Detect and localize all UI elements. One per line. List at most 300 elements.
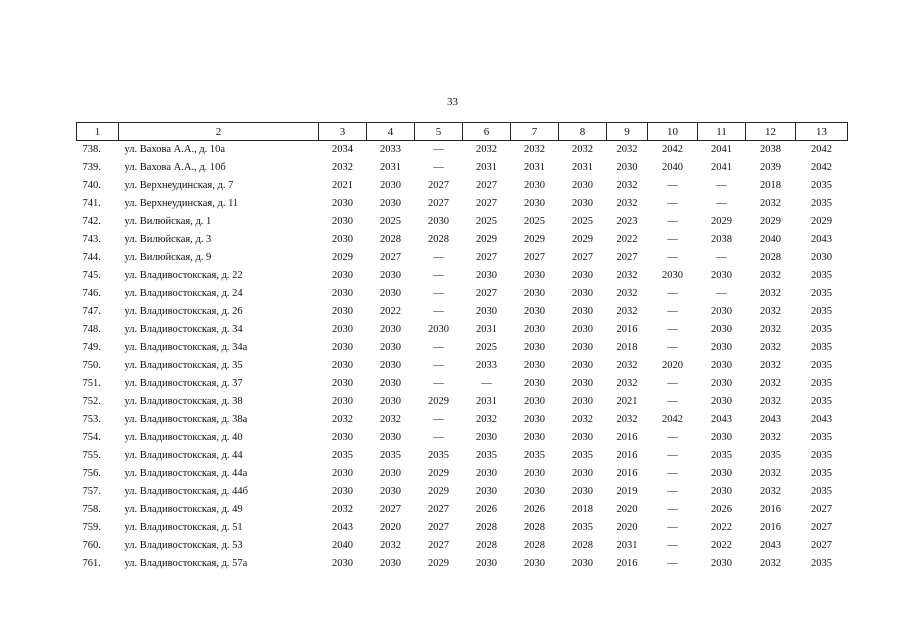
column-header: 8	[559, 123, 607, 141]
year-cell: 2030	[380, 486, 401, 497]
year-cell: 2027	[428, 180, 449, 191]
year-cell: 2032	[616, 198, 638, 209]
year-cell: 2020	[616, 522, 638, 533]
year-cell: 2030	[711, 396, 732, 407]
year-cell: 2030	[572, 270, 593, 281]
year-cell: 2035	[572, 522, 593, 533]
year-cell: 2032	[760, 324, 781, 335]
page-number: 33	[447, 96, 458, 108]
table-row	[77, 303, 848, 321]
year-cell: 2025	[476, 216, 497, 227]
address-cell: ул. Владивостокская, д. 38а	[124, 414, 248, 425]
year-cell: —	[716, 252, 727, 263]
row-number: 741.	[82, 198, 101, 209]
year-cell: 2030	[380, 468, 401, 479]
year-cell: —	[667, 252, 678, 263]
year-cell: —	[667, 342, 678, 353]
year-cell: —	[433, 414, 444, 425]
year-cell: 2030	[711, 360, 732, 371]
year-cell: 2032	[572, 414, 593, 425]
column-header: 7	[511, 123, 559, 141]
year-cell: 2035	[476, 450, 497, 461]
row-number: 752.	[82, 396, 101, 407]
year-cell: 2027	[428, 504, 449, 515]
year-cell: 2035	[380, 450, 401, 461]
row-number: 739.	[82, 162, 101, 173]
table-row	[77, 411, 848, 429]
table-row	[77, 267, 848, 285]
table-row	[77, 195, 848, 213]
year-cell: 2028	[428, 234, 449, 245]
year-cell: 2027	[616, 252, 638, 263]
year-cell: 2027	[476, 198, 497, 209]
year-cell: 2032	[616, 378, 638, 389]
year-cell: 2028	[524, 540, 545, 551]
year-cell: 2025	[476, 342, 497, 353]
year-cell: 2027	[572, 252, 593, 263]
table-row	[77, 249, 848, 267]
year-cell: 2020	[616, 504, 638, 515]
year-cell: 2030	[524, 306, 545, 317]
year-cell: 2032	[760, 486, 781, 497]
row-number: 756.	[82, 468, 101, 479]
year-cell: 2030	[380, 270, 401, 281]
year-cell: 2034	[332, 144, 353, 155]
year-cell: 2030	[524, 288, 545, 299]
year-cell: 2043	[760, 414, 781, 425]
year-cell: 2032	[380, 414, 401, 425]
year-cell: 2030	[476, 270, 497, 281]
year-cell: 2030	[332, 558, 353, 569]
year-cell: 2027	[428, 522, 449, 533]
year-cell: 2035	[811, 342, 832, 353]
table-row	[77, 393, 848, 411]
year-cell: 2023	[616, 216, 638, 227]
address-cell: ул. Вилюйская, д. 9	[124, 252, 212, 263]
year-cell: 2027	[380, 504, 401, 515]
year-cell: 2030	[711, 378, 732, 389]
year-cell: 2039	[760, 162, 781, 173]
column-header: 13	[796, 123, 848, 141]
row-number: 744.	[82, 252, 101, 263]
row-number: 750.	[82, 360, 101, 371]
year-cell: 2030	[524, 432, 545, 443]
year-cell: —	[667, 432, 678, 443]
table-row	[77, 555, 848, 573]
column-header: 12	[746, 123, 796, 141]
year-cell: 2041	[711, 162, 732, 173]
year-cell: 2030	[572, 558, 593, 569]
year-cell: 2027	[524, 252, 545, 263]
year-cell: 2033	[476, 360, 497, 371]
year-cell: 2031	[476, 162, 497, 173]
year-cell: 2030	[524, 486, 545, 497]
year-cell: 2027	[811, 540, 832, 551]
year-cell: 2038	[711, 234, 732, 245]
year-cell: 2030	[616, 162, 638, 173]
year-cell: 2030	[380, 432, 401, 443]
year-cell: 2018	[616, 342, 638, 353]
year-cell: 2032	[476, 414, 497, 425]
column-header: 2	[119, 123, 319, 141]
row-number: 743.	[82, 234, 101, 245]
table-row	[77, 321, 848, 339]
year-cell: 2029	[428, 468, 449, 479]
year-cell: 2020	[662, 360, 683, 371]
year-cell: 2032	[616, 180, 638, 191]
year-cell: 2022	[711, 540, 732, 551]
year-cell: 2030	[524, 180, 545, 191]
year-cell: 2027	[428, 540, 449, 551]
row-number: 761.	[82, 558, 101, 569]
year-cell: 2030	[332, 198, 353, 209]
year-cell: 2025	[572, 216, 593, 227]
year-cell: 2022	[711, 522, 732, 533]
year-cell: 2030	[524, 360, 545, 371]
address-cell: ул. Владивостокская, д. 44а	[124, 468, 248, 479]
year-cell: 2030	[711, 558, 732, 569]
year-cell: 2030	[332, 432, 353, 443]
year-cell: 2040	[332, 540, 353, 551]
year-cell: —	[667, 396, 678, 407]
year-cell: 2030	[711, 468, 732, 479]
year-cell: 2030	[332, 360, 353, 371]
year-cell: 2030	[380, 180, 401, 191]
year-cell: 2032	[760, 432, 781, 443]
year-cell: 2030	[524, 324, 545, 335]
year-cell: 2030	[662, 270, 683, 281]
table-row	[77, 519, 848, 537]
column-header: 11	[698, 123, 746, 141]
year-cell: 2041	[711, 144, 732, 155]
year-cell: 2030	[524, 378, 545, 389]
year-cell: 2027	[476, 288, 497, 299]
year-cell: —	[667, 504, 678, 515]
year-cell: 2028	[572, 540, 593, 551]
year-cell: 2035	[711, 450, 732, 461]
year-cell: —	[433, 306, 444, 317]
year-cell: 2021	[616, 396, 638, 407]
year-cell: —	[667, 540, 678, 551]
year-cell: 2035	[811, 324, 832, 335]
table-row	[77, 537, 848, 555]
year-cell: 2035	[811, 288, 832, 299]
year-cell: —	[667, 468, 678, 479]
year-cell: 2028	[380, 234, 401, 245]
row-number: 759.	[82, 522, 101, 533]
address-cell: ул. Владивостокская, д. 24	[124, 288, 243, 299]
year-cell: 2030	[332, 306, 353, 317]
year-cell: 2019	[616, 486, 638, 497]
year-cell: 2027	[811, 504, 832, 515]
year-cell: 2030	[332, 234, 353, 245]
year-cell: 2032	[760, 378, 781, 389]
table-row	[77, 285, 848, 303]
table-row	[77, 375, 848, 393]
year-cell: 2027	[428, 198, 449, 209]
row-number: 748.	[82, 324, 101, 335]
table-row	[77, 231, 848, 249]
year-cell: 2030	[711, 432, 732, 443]
address-cell: ул. Владивостокская, д. 35	[124, 360, 243, 371]
year-cell: 2018	[760, 180, 781, 191]
row-number: 757.	[82, 486, 101, 497]
address-cell: ул. Верхнеудинская, д. 11	[124, 198, 239, 209]
address-cell: ул. Владивостокская, д. 40	[124, 432, 243, 443]
year-cell: 2030	[572, 360, 593, 371]
table-row	[77, 501, 848, 519]
year-cell: 2031	[572, 162, 593, 173]
year-cell: —	[667, 234, 678, 245]
year-cell: —	[433, 378, 444, 389]
year-cell: 2030	[572, 288, 593, 299]
year-cell: 2030	[332, 396, 353, 407]
year-cell: 2030	[380, 288, 401, 299]
year-cell: 2026	[476, 504, 497, 515]
year-cell: 2032	[332, 162, 353, 173]
year-cell: 2031	[524, 162, 545, 173]
address-cell: ул. Вилюйская, д. 3	[124, 234, 212, 245]
year-cell: 2029	[428, 396, 449, 407]
address-cell: ул. Владивостокская, д. 22	[124, 270, 243, 281]
year-cell: 2030	[332, 342, 353, 353]
year-cell: 2028	[524, 522, 545, 533]
year-cell: 2027	[476, 180, 497, 191]
year-cell: 2030	[711, 342, 732, 353]
year-cell: 2030	[572, 324, 593, 335]
table-row	[77, 429, 848, 447]
column-header: 10	[648, 123, 698, 141]
table-row	[77, 357, 848, 375]
year-cell: 2029	[476, 234, 497, 245]
row-number: 738.	[82, 144, 101, 155]
year-cell: 2030	[332, 324, 353, 335]
year-cell: 2032	[760, 396, 781, 407]
year-cell: 2030	[476, 558, 497, 569]
year-cell: 2032	[760, 270, 781, 281]
year-cell: 2032	[616, 360, 638, 371]
year-cell: 2032	[332, 504, 353, 515]
column-header: 1	[77, 123, 119, 141]
column-header: 6	[463, 123, 511, 141]
row-number: 745.	[82, 270, 101, 281]
address-cell: ул. Владивостокская, д. 49	[124, 504, 243, 515]
year-cell: 2030	[524, 468, 545, 479]
year-cell: 2030	[572, 180, 593, 191]
year-cell: 2032	[760, 468, 781, 479]
year-cell: 2028	[476, 540, 497, 551]
year-cell: 2030	[572, 486, 593, 497]
year-cell: 2030	[572, 468, 593, 479]
header-row	[77, 123, 848, 141]
year-cell: 2040	[760, 234, 781, 245]
year-cell: —	[667, 558, 678, 569]
year-cell: 2016	[616, 450, 638, 461]
year-cell: 2025	[380, 216, 401, 227]
year-cell: 2030	[524, 198, 545, 209]
row-number: 755.	[82, 450, 101, 461]
year-cell: 2033	[380, 144, 401, 155]
year-cell: 2029	[711, 216, 732, 227]
year-cell: 2030	[572, 306, 593, 317]
year-cell: 2030	[428, 324, 449, 335]
row-number: 746.	[82, 288, 101, 299]
table-row	[77, 213, 848, 231]
year-cell: 2032	[760, 342, 781, 353]
year-cell: 2028	[760, 252, 781, 263]
year-cell: 2035	[428, 450, 449, 461]
year-cell: —	[716, 288, 727, 299]
year-cell: 2030	[476, 486, 497, 497]
address-cell: ул. Вилюйская, д. 1	[124, 216, 212, 227]
address-cell: ул. Владивостокская, д. 34а	[124, 342, 248, 353]
year-cell: 2032	[380, 540, 401, 551]
year-cell: 2029	[760, 216, 781, 227]
year-cell: 2029	[572, 234, 593, 245]
year-cell: 2032	[476, 144, 497, 155]
year-cell: 2016	[616, 324, 638, 335]
year-cell: 2030	[524, 342, 545, 353]
year-cell: 2016	[760, 522, 781, 533]
column-header: 9	[607, 123, 648, 141]
year-cell: 2035	[332, 450, 353, 461]
row-number: 740.	[82, 180, 101, 191]
address-cell: ул. Владивостокская, д. 44б	[124, 486, 249, 497]
row-number: 754.	[82, 432, 101, 443]
table-row	[77, 141, 848, 160]
year-cell: 2022	[380, 306, 401, 317]
year-cell: 2035	[811, 396, 832, 407]
year-cell: 2030	[380, 378, 401, 389]
year-cell: —	[667, 288, 678, 299]
year-cell: 2030	[332, 270, 353, 281]
year-cell: —	[433, 162, 444, 173]
year-cell: 2032	[760, 198, 781, 209]
year-cell: 2035	[572, 450, 593, 461]
year-cell: 2030	[476, 468, 497, 479]
year-cell: 2027	[811, 522, 832, 533]
address-cell: ул. Вахова А.А., д. 10а	[124, 144, 226, 155]
address-cell: ул. Владивостокская, д. 44	[124, 450, 243, 461]
year-cell: 2029	[811, 216, 832, 227]
year-cell: 2029	[524, 234, 545, 245]
column-header: 3	[319, 123, 367, 141]
year-cell: 2030	[332, 216, 353, 227]
year-cell: 2030	[380, 198, 401, 209]
address-cell: ул. Владивостокская, д. 26	[124, 306, 243, 317]
year-cell: 2032	[616, 270, 638, 281]
year-cell: 2026	[711, 504, 732, 515]
year-cell: 2030	[380, 558, 401, 569]
year-cell: 2030	[380, 342, 401, 353]
table-body	[77, 141, 848, 574]
year-cell: —	[667, 198, 678, 209]
year-cell: 2030	[524, 414, 545, 425]
year-cell: —	[433, 270, 444, 281]
year-cell: —	[433, 252, 444, 263]
year-cell: 2025	[524, 216, 545, 227]
year-cell: 2027	[476, 252, 497, 263]
table-row	[77, 465, 848, 483]
row-number: 742.	[82, 216, 101, 227]
year-cell: 2030	[711, 270, 732, 281]
year-cell: 2030	[428, 216, 449, 227]
year-cell: 2030	[476, 432, 497, 443]
year-cell: 2030	[332, 468, 353, 479]
column-header: 4	[367, 123, 415, 141]
year-cell: 2032	[616, 414, 638, 425]
year-cell: —	[667, 450, 678, 461]
year-cell: —	[433, 288, 444, 299]
year-cell: 2030	[572, 378, 593, 389]
year-cell: 2032	[616, 288, 638, 299]
year-cell: 2016	[760, 504, 781, 515]
year-cell: 2021	[332, 180, 353, 191]
table-row	[77, 339, 848, 357]
year-cell: 2035	[760, 450, 781, 461]
address-cell: ул. Владивостокская, д. 57а	[124, 558, 248, 569]
year-cell: 2030	[380, 396, 401, 407]
year-cell: 2030	[572, 342, 593, 353]
year-cell: 2031	[380, 162, 401, 173]
year-cell: 2027	[380, 252, 401, 263]
table-row	[77, 177, 848, 195]
row-number: 747.	[82, 306, 101, 317]
year-cell: —	[667, 180, 678, 191]
year-cell: 2035	[811, 378, 832, 389]
year-cell: 2043	[811, 414, 832, 425]
year-cell: 2018	[572, 504, 593, 515]
year-cell: 2035	[811, 270, 832, 281]
year-cell: —	[433, 432, 444, 443]
year-cell: 2035	[811, 432, 832, 443]
year-cell: 2016	[616, 558, 638, 569]
address-cell: ул. Владивостокская, д. 38	[124, 396, 243, 407]
table-row	[77, 159, 848, 177]
year-cell: 2026	[524, 504, 545, 515]
row-number: 758.	[82, 504, 101, 515]
year-cell: 2035	[811, 360, 832, 371]
year-cell: 2032	[572, 144, 593, 155]
year-cell: 2030	[380, 324, 401, 335]
year-cell: 2029	[428, 558, 449, 569]
year-cell: —	[667, 306, 678, 317]
address-cell: ул. Верхнеудинская, д. 7	[124, 180, 234, 191]
table-row	[77, 483, 848, 501]
row-number: 753.	[82, 414, 101, 425]
year-cell: 2016	[616, 468, 638, 479]
year-cell: —	[716, 180, 727, 191]
year-cell: 2035	[811, 558, 832, 569]
column-header: 5	[415, 123, 463, 141]
year-cell: 2042	[811, 162, 832, 173]
year-cell: 2016	[616, 432, 638, 443]
year-cell: 2032	[760, 306, 781, 317]
address-cell: ул. Владивостокская, д. 53	[124, 540, 243, 551]
year-cell: 2043	[760, 540, 781, 551]
year-cell: 2042	[662, 414, 683, 425]
year-cell: 2032	[332, 414, 353, 425]
year-cell: 2030	[524, 396, 545, 407]
year-cell: —	[667, 324, 678, 335]
year-cell: —	[667, 486, 678, 497]
year-cell: 2030	[524, 270, 545, 281]
year-cell: 2042	[811, 144, 832, 155]
year-cell: 2030	[711, 306, 732, 317]
row-number: 749.	[82, 342, 101, 353]
year-cell: 2043	[811, 234, 832, 245]
year-cell: 2032	[616, 306, 638, 317]
